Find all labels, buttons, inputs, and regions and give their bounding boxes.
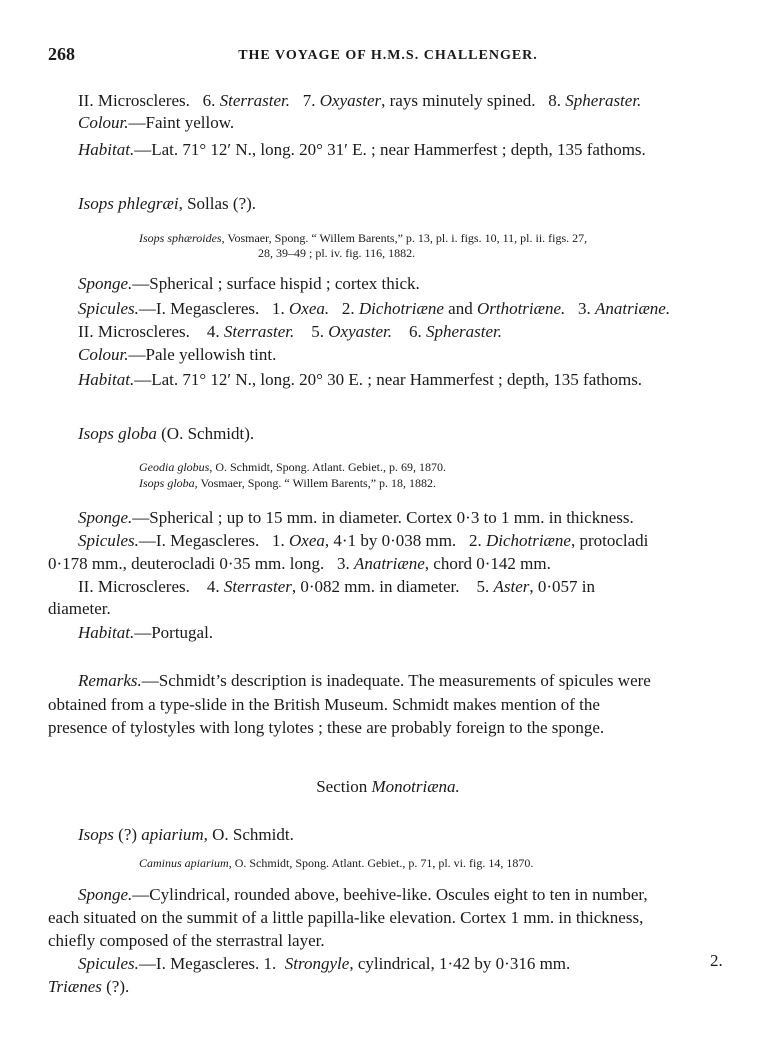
running-title: THE VOYAGE OF H.M.S. CHALLENGER. (238, 48, 538, 63)
sponge-line: Sponge.—Spherical ; surface hispid ; cortex thick. (78, 274, 420, 293)
spicules-line: Spicules.—I. Megascleres. 1. Strongyle, cylindrical, 1·42 by 0·316 mm. (78, 954, 571, 973)
remarks-line-2: obtained from a type-slide in the British Museum. Schmidt makes mention of the (48, 695, 600, 714)
synonym-reference: Isops sphæroides, Vosmaer, Spong. “ Willem Barents,” p. 13, pl. i. figs. 10, 11, pl. ii. figs. 27, (139, 231, 588, 245)
synonym-reference-cont: 28, 39–49 ; pl. iv. fig. 116, 1882. (258, 246, 416, 260)
colour-line: Colour.—Pale yellowish tint. (78, 345, 277, 364)
habitat-line: Habitat.—Lat. 71° 12′ N., long. 20° 31′ E. ; near Hammerfest ; depth, 135 fathoms. (78, 140, 646, 159)
sponge-line: Sponge.—Spherical ; up to 15 mm. in diameter. Cortex 0·3 to 1 mm. in thickness. (78, 508, 634, 527)
section-heading: Section Monotriæna. (316, 777, 460, 796)
sponge-line-3: chiefly composed of the sterrastral layer. (48, 931, 325, 950)
species-heading-globa: Isops globa (O. Schmidt). (78, 424, 255, 443)
microscleres-line: II. Microscleres. 6. Sterraster. 7. Oxyaster, rays minutely spined. 8. Spheraster. (78, 91, 642, 110)
spicules-line-cont: Triænes (?). (48, 977, 130, 996)
habitat-line: Habitat.—Portugal. (78, 623, 214, 642)
spicules-item-number: 2. (710, 951, 723, 970)
remarks-line-3: presence of tylostyles with long tylotes ; these are probably foreign to the sponge. (48, 718, 605, 737)
species-heading-apiarium: Isops (?) apiarium, O. Schmidt. (78, 825, 294, 844)
synonym-reference: Geodia globus, O. Schmidt, Spong. Atlant. Gebiet., p. 69, 1870. (139, 460, 447, 474)
page-number: 268 (48, 44, 75, 64)
microscleres-line: II. Microscleres. 4. Sterraster. 5. Oxyaster. 6. Spheraster. (78, 322, 503, 341)
synonym-reference: Caminus apiarium, O. Schmidt, Spong. Atlant. Gebiet., p. 71, pl. vi. fig. 14, 1870. (139, 856, 534, 870)
sponge-line-1: Sponge.—Cylindrical, rounded above, beehive-like. Oscules eight to ten in number, (78, 885, 648, 904)
sponge-line-2: each situated on the summit of a little papilla-like elevation. Cortex 1 mm. in thickness, (48, 908, 644, 927)
synonym-reference: Isops globa, Vosmaer, Spong. “ Willem Barents,” p. 18, 1882. (139, 476, 437, 490)
spicules-line: Spicules.—I. Megascleres. 1. Oxea, 4·1 by 0·038 mm. 2. Dichotriæne, protocladi (78, 531, 649, 550)
microscleres-line: II. Microscleres. 4. Sterraster, 0·082 mm. in diameter. 5. Aster, 0·057 in (78, 577, 596, 596)
microscleres-line-cont: diameter. (48, 599, 111, 618)
remarks-line-1: Remarks.—Schmidt’s description is inadequate. The measurements of spicules were (78, 671, 651, 690)
species-heading-phlegraei: Isops phlegræi, Sollas (?). (78, 194, 257, 213)
habitat-line: Habitat.—Lat. 71° 12′ N., long. 20° 30 E. ; near Hammerfest ; depth, 135 fathoms. (78, 370, 643, 389)
spicules-line-cont: 0·178 mm., deuterocladi 0·35 mm. long. 3. Anatriæne, chord 0·142 mm. (48, 554, 551, 573)
spicules-line: Spicules.—I. Megascleres. 1. Oxea. 2. Dichotriæne and Orthotriæne. 3. Anatriæne. (78, 299, 671, 318)
colour-line: Colour.—Faint yellow. (78, 113, 235, 132)
